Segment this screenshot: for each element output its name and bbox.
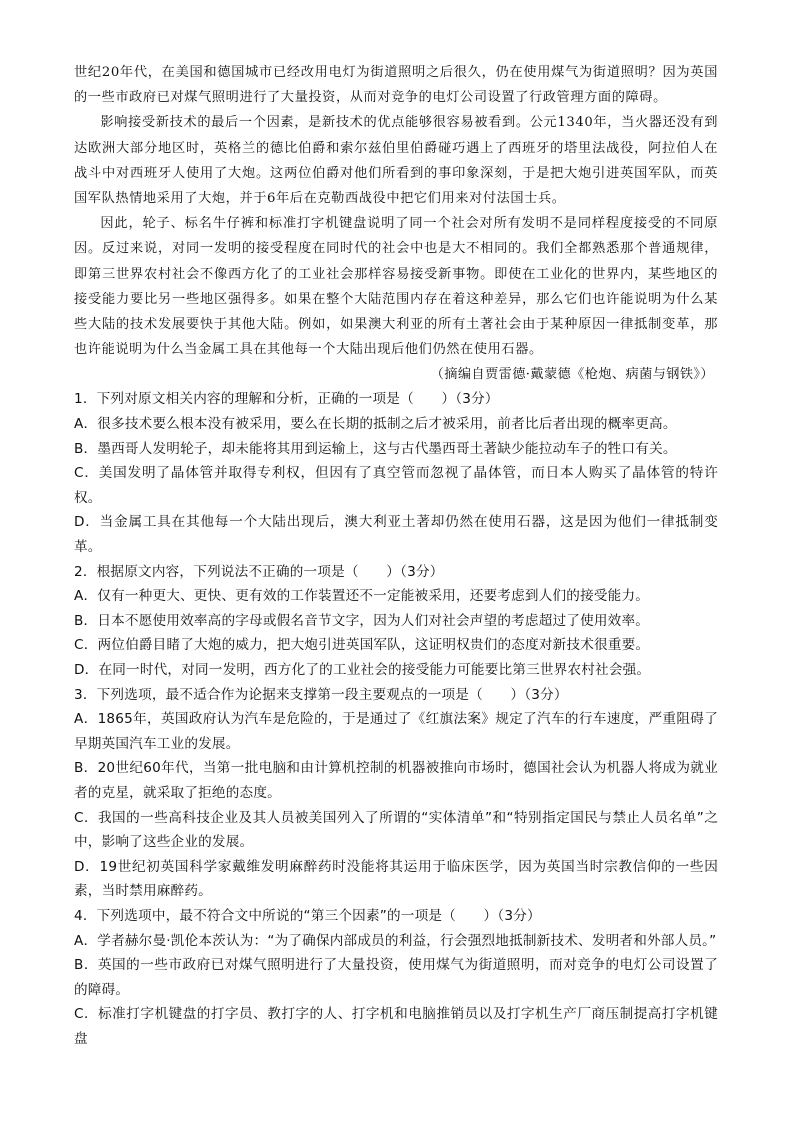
question-stem: 4．下列选项中，最不符合文中所说的“第三个因素”的一项是（ ）（3分） xyxy=(74,907,541,924)
question-option: C．两位伯爵目睹了大炮的威力，把大炮引进英国军队，这证明权贵们的态度对新技术很重要。 xyxy=(74,637,650,654)
question-option: A．很多技术要么根本没有被采用，要么在长期的抵制之后才被采用，前者比后者出现的概率更高。 xyxy=(74,416,677,433)
question-option: A．学者赫尔曼·凯伦本茨认为：“为了确保内部成员的利益，行会强烈地抵制新技术、发明者和外部人员。” xyxy=(74,932,717,949)
reading-passage xyxy=(74,60,718,362)
question-2 xyxy=(74,560,718,683)
passage-source: （摘编自贾雷德·戴蒙德《枪炮、病菌与钢铁》） xyxy=(430,367,714,383)
passage-paragraph: 世纪20年代，在美国和德国城市已经改用电灯为街道照明之后很久，仍在使用煤气为街道照明？因为英国的一些市政府已对煤气照明进行了大量投资，从而对竞争的电灯公司设置了行政管理方面的障碍。 xyxy=(74,65,718,106)
question-1 xyxy=(74,387,718,559)
question-list xyxy=(74,387,718,1051)
passage-paragraph: 因此，轮子、标名牛仔裤和标准打字机键盘说明了同一个社会对所有发明不是同样程度接受的不同原因。反过来说，对同一发明的接受程度在同时代的社会中也是大不相同的。我们全都熟悉那个普通规律，即第三世界农村社会不像西方化了的工业社会那样容易接受新事物。即使在工业化的世界内，某些地区的接受能力要比另一些地区强得多。如果在整个大陆范围内存在着这种差异，那么它们也许能说明为什么某些大陆的技术发展要快于其他大陆。例如，如果澳大利亚的所有土著社会由于某种原因一律抵制变革，那也许能说明为什么当金属工具在其他每一个大陆出现后他们仍然在使用石器。 xyxy=(74,216,718,358)
question-3 xyxy=(74,683,718,904)
question-option: D．在同一时代，对同一发明，西方化了的工业社会的接受能力可能要比第三世界农村社会强。 xyxy=(74,661,651,678)
question-option: D．19世纪初英国科学家戴维发明麻醉药时没能将其运用于临床医学，因为英国当时宗教信仰的一些因素，当时禁用麻醉药。 xyxy=(74,858,718,900)
question-option: A．仅有一种更大、更快、更有效的工作装置还不一定能被采用，还要考虑到人们的接受能力。 xyxy=(74,588,650,605)
question-option: D．当金属工具在其他每一个大陆出现后，澳大利亚土著却仍然在使用石器，这是因为他们一律抵制变革。 xyxy=(74,514,718,555)
question-option: A．1865年，英国政府认为汽车是危险的，于是通过了《红旗法案》规定了汽车的行车速度，严重阻碍了早期英国汽车工业的发展。 xyxy=(74,711,718,752)
question-option: B．日本不愿使用效率高的字母或假名音节文字，因为人们对社会声望的考虑超过了使用效率。 xyxy=(74,612,650,629)
question-option: B．墨西哥人发明轮子，却未能将其用到运输上，这与古代墨西哥土著缺少能拉动车子的牲口有关。 xyxy=(74,440,677,457)
question-stem: 2．根据原文内容，下列说法不正确的一项是（ ）（3分） xyxy=(74,563,444,580)
question-4 xyxy=(74,904,718,1052)
question-option: C．美国发明了晶体管并取得专利权，但因有了真空管而忽视了晶体管，而日本人购买了晶体管的特许权。 xyxy=(74,465,718,506)
question-option: B．20世纪60年代，当第一批电脑和由计算机控制的机器被推向市场时，德国社会认为机器人将成为就业者的克星，就采取了拒绝的态度。 xyxy=(74,760,718,801)
question-option: C．我国的一些高科技企业及其人员被美国列入了所谓的“实体清单”和“特别指定国民与禁止人员名单”之中，影响了这些企业的发展。 xyxy=(74,809,718,851)
question-option: C．标准打字机键盘的打字员、教打字的人、打字机和电脑推销员以及打字机生产厂商压制提高打字机键盘 xyxy=(74,1006,718,1047)
passage-paragraph: 影响接受新技术的最后一个因素，是新技术的优点能够很容易被看到。公元1340年，当火器还没有到达欧洲大部分地区时，英格兰的德比伯爵和索尔兹伯里伯爵碰巧遇上了西班牙的塔里法战役，阿拉伯人在战斗中对西班牙人使用了大炮。这两位伯爵对他们所看到的事印象深刻，于是把大炮引进英国军队，而英国军队热情地采用了大炮，并于6年后在克勒西战役中把它们用来对付法国士兵。 xyxy=(74,115,718,207)
question-stem: 1．下列对原文相关内容的理解和分析，正确的一项是（ ）（3分） xyxy=(74,391,499,408)
question-stem: 3．下列选项，最不适合作为论据来支撑第一段主要观点的一项是（ ）（3分） xyxy=(74,686,568,703)
question-option: B．英国的一些市政府已对煤气照明进行了大量投资，使用煤气为街道照明，而对竞争的电灯公司设置了的障碍。 xyxy=(74,957,718,998)
